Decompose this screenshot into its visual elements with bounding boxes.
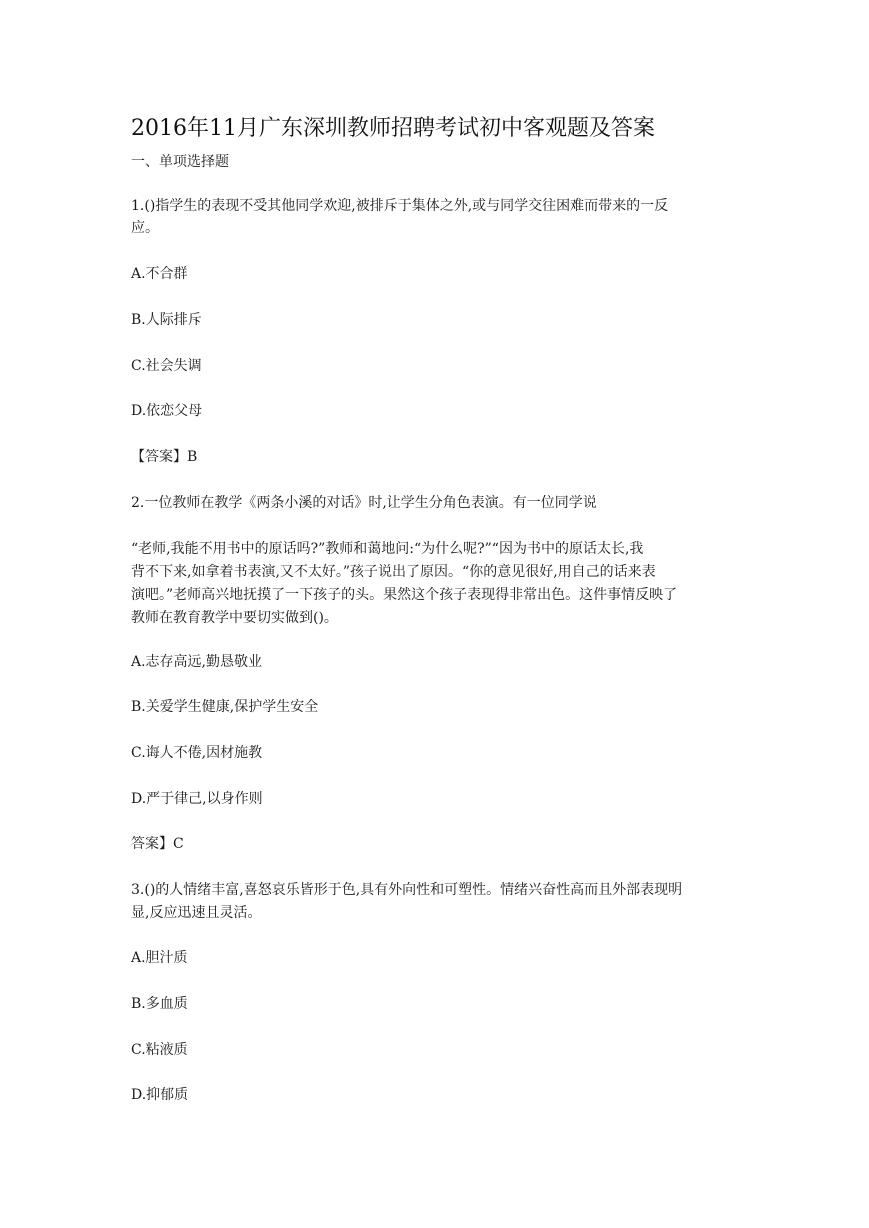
question-2-stem-line-4: 演吧。”老师高兴地抚摸了一下孩子的头。果然这个孩子表现得非常出色。这件事情反映了 (131, 587, 678, 603)
question-2-option-d: D.严于律己,以身作则 (131, 791, 263, 807)
question-3-stem-line-1: 3.()的人情绪丰富,喜怒哀乐皆形于色,具有外向性和可塑性。情绪兴奋性高而且外部表现明 (131, 882, 683, 898)
question-2-option-c: C.诲人不倦,因材施教 (131, 745, 263, 761)
question-2-stem-line-2: “老师,我能不用书中的原话吗?”教师和蔼地问:“为什么呢?”“因为书中的原话太长,我 (131, 541, 644, 557)
question-3-option-b: B.多血质 (131, 996, 188, 1012)
question-3-option-a: A.胆汁质 (131, 950, 188, 966)
question-3-stem-line-2: 显,反应迅速且灵活。 (131, 905, 262, 921)
section-heading: 一、单项选择题 (131, 154, 229, 170)
question-1-answer: 【答案】B (131, 449, 198, 465)
question-3-option-c: C.粘液质 (131, 1042, 188, 1058)
question-2-option-b: B.关爱学生健康,保护学生安全 (131, 699, 319, 715)
page-title: 2016年11月广东深圳教师招聘考试初中客观题及答案 (131, 116, 655, 141)
question-2-stem-line-3: 背不下来,如拿着书表演,又不太好。”孩子说出了原因。“你的意见很好,用自己的话来表 (131, 564, 656, 580)
question-1-option-c: C.社会失调 (131, 358, 202, 374)
question-1-option-a: A.不合群 (131, 266, 188, 282)
question-1-stem-line-2: 应。 (131, 220, 159, 236)
question-3-option-d: D.抑郁质 (131, 1087, 189, 1103)
question-2-option-a: A.志存高远,勤恳敬业 (131, 654, 263, 670)
question-1-stem-line-1: 1.()指学生的表现不受其他同学欢迎,被排斥于集体之外,或与同学交往困难而带来的一反 (131, 198, 669, 214)
question-2-answer: 答案】C (131, 836, 184, 852)
question-2-stem-line-1: 2.一位教师在教学《两条小溪的对话》时,让学生分角色表演。有一位同学说 (131, 495, 597, 511)
question-2-stem-line-5: 教师在教育教学中要切实做到()。 (131, 610, 338, 626)
question-1-option-d: D.依恋父母 (131, 403, 203, 419)
question-1-option-b: B.人际排斥 (131, 312, 202, 328)
